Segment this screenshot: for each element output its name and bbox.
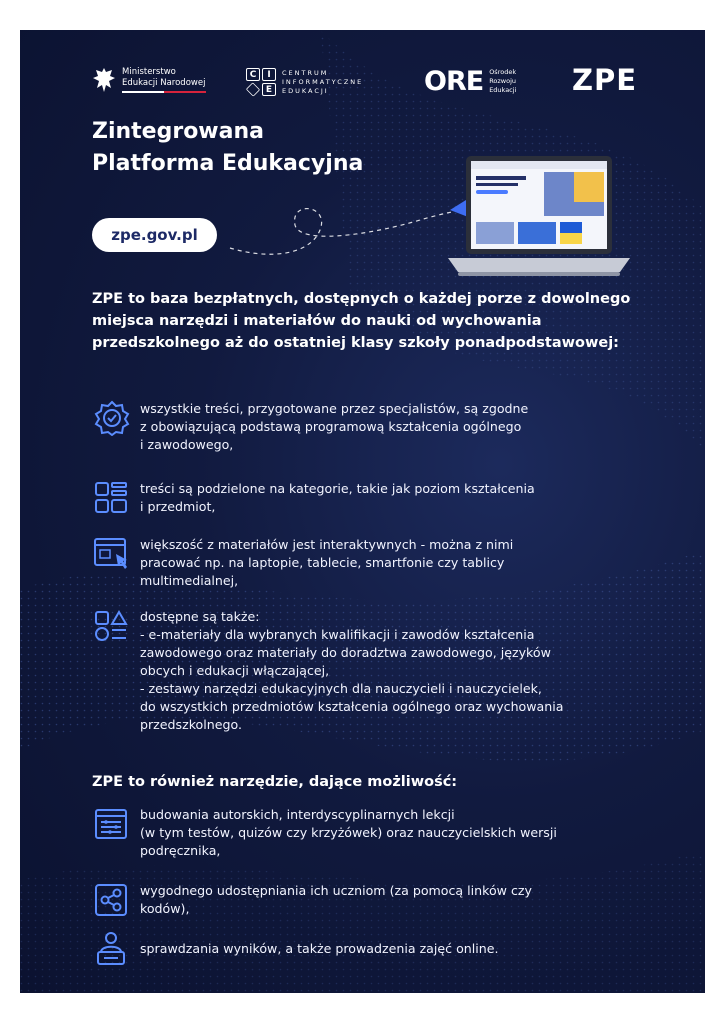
tool-text bbox=[132, 930, 499, 966]
feature-line: i zawodowego, bbox=[140, 437, 234, 452]
teacher-online-icon bbox=[92, 930, 132, 966]
intro-paragraph: ZPE to baza bezpłatnych, dostępnych o każdej porze z dowolnego miejsca narzędzi i materiałów do nauki od wychowania przedszkolnego aż do ostatniej klasy szkoły ponadpodstawowej: bbox=[92, 291, 631, 351]
cie-letter: I bbox=[262, 68, 276, 81]
feature-line: multimedialnej, bbox=[140, 573, 239, 588]
cie-logo bbox=[246, 68, 363, 96]
laptop-illustration bbox=[434, 150, 634, 290]
feature-line: treści są podzielone na kategorie, takie jak poziom kształcenia bbox=[140, 481, 535, 496]
feature-text bbox=[132, 400, 528, 454]
tool-item bbox=[92, 806, 672, 860]
eagle-emblem-icon bbox=[92, 66, 116, 94]
tool-text bbox=[132, 806, 557, 860]
feature-line: - e-materiały dla wybranych kwalifikacji i zawodów kształcenia bbox=[140, 627, 535, 642]
title-line1: Zintegrowana bbox=[92, 119, 264, 144]
feature-text bbox=[132, 480, 535, 516]
zpe-logo: ZPE bbox=[572, 63, 638, 97]
cie-letter: C bbox=[246, 68, 260, 81]
flag-stripe bbox=[122, 91, 206, 93]
feature-line: pracować np. na laptopie, tablecie, smartfonie czy tablicy bbox=[140, 555, 505, 570]
tool-line: kodów), bbox=[140, 901, 190, 916]
feature-line: do wszystkich przedmiotów kształcenia ogólnego oraz wychowania bbox=[140, 699, 564, 714]
tool-line: podręcznika, bbox=[140, 843, 221, 858]
feature-line: zawodowego oraz materiały do doradztwa zawodowego, języków bbox=[140, 645, 551, 660]
feature-item bbox=[92, 400, 672, 454]
feature-line: - zestawy narzędzi edukacyjnych dla nauczycieli i nauczycielek, bbox=[140, 681, 542, 696]
cie-name-line3: EDUKACJI bbox=[282, 86, 329, 95]
feature-line: wszystkie treści, przygotowane przez specjalistów, są zgodne bbox=[140, 401, 529, 416]
feature-item bbox=[92, 608, 672, 734]
cie-name-line2: INFORMATYCZNE bbox=[282, 77, 364, 86]
title-line2: Platforma Edukacyjna bbox=[92, 151, 364, 176]
ministry-logo bbox=[92, 66, 206, 94]
feature-line: przedszkolnego. bbox=[140, 717, 242, 732]
tool-line: (w tym testów, quizów czy krzyżówek) oraz nauczycielskich wersji bbox=[140, 825, 557, 840]
interactive-screen-icon bbox=[92, 536, 132, 572]
feature-line: i przedmiot, bbox=[140, 499, 216, 514]
cie-name-line1: CENTRUM bbox=[282, 68, 329, 77]
ore-name-line1: Ośrodek bbox=[489, 68, 517, 76]
feature-line: z obowiązującą podstawą programową kształcenia ogólnego bbox=[140, 419, 522, 434]
feature-line: większość z materiałów jest interaktywnych - można z nimi bbox=[140, 537, 514, 552]
feature-item bbox=[92, 480, 672, 516]
tools-heading: ZPE to również narzędzie, dające możliwość: bbox=[92, 774, 458, 790]
ore-name-line2: Rozwoju bbox=[489, 77, 517, 85]
lesson-builder-icon bbox=[92, 806, 132, 842]
url-link[interactable]: zpe.gov.pl bbox=[92, 218, 217, 252]
poster bbox=[20, 30, 705, 993]
shapes-icon bbox=[92, 608, 132, 644]
ore-logo bbox=[424, 66, 516, 97]
ore-name-line3: Edukacji bbox=[489, 86, 517, 94]
cie-diamond bbox=[246, 82, 260, 96]
tool-item bbox=[92, 930, 672, 966]
categories-icon bbox=[92, 480, 132, 516]
tool-item bbox=[92, 882, 672, 918]
feature-line: obcych i edukacji włączającej, bbox=[140, 663, 330, 678]
feature-text bbox=[132, 536, 513, 590]
tool-line: budowania autorskich, interdyscyplinarnych lekcji bbox=[140, 807, 455, 822]
feature-item bbox=[92, 536, 672, 590]
page-title bbox=[92, 116, 363, 180]
tool-text bbox=[132, 882, 532, 918]
tool-line: wygodnego udostępniania ich uczniom (za pomocą linków czy bbox=[140, 883, 532, 898]
ore-mark: ORE bbox=[424, 66, 484, 97]
feature-text bbox=[132, 608, 563, 734]
cie-letter: E bbox=[262, 83, 276, 96]
ministry-name-line1: Ministerstwo bbox=[122, 67, 176, 77]
cie-mark bbox=[246, 68, 276, 96]
ministry-name-line2: Edukacji Narodowej bbox=[122, 78, 206, 88]
badge-check-icon bbox=[92, 400, 132, 436]
tool-line: sprawdzania wyników, a także prowadzenia zajęć online. bbox=[140, 941, 499, 956]
share-icon bbox=[92, 882, 132, 918]
feature-line: dostępne są także: bbox=[140, 609, 260, 624]
